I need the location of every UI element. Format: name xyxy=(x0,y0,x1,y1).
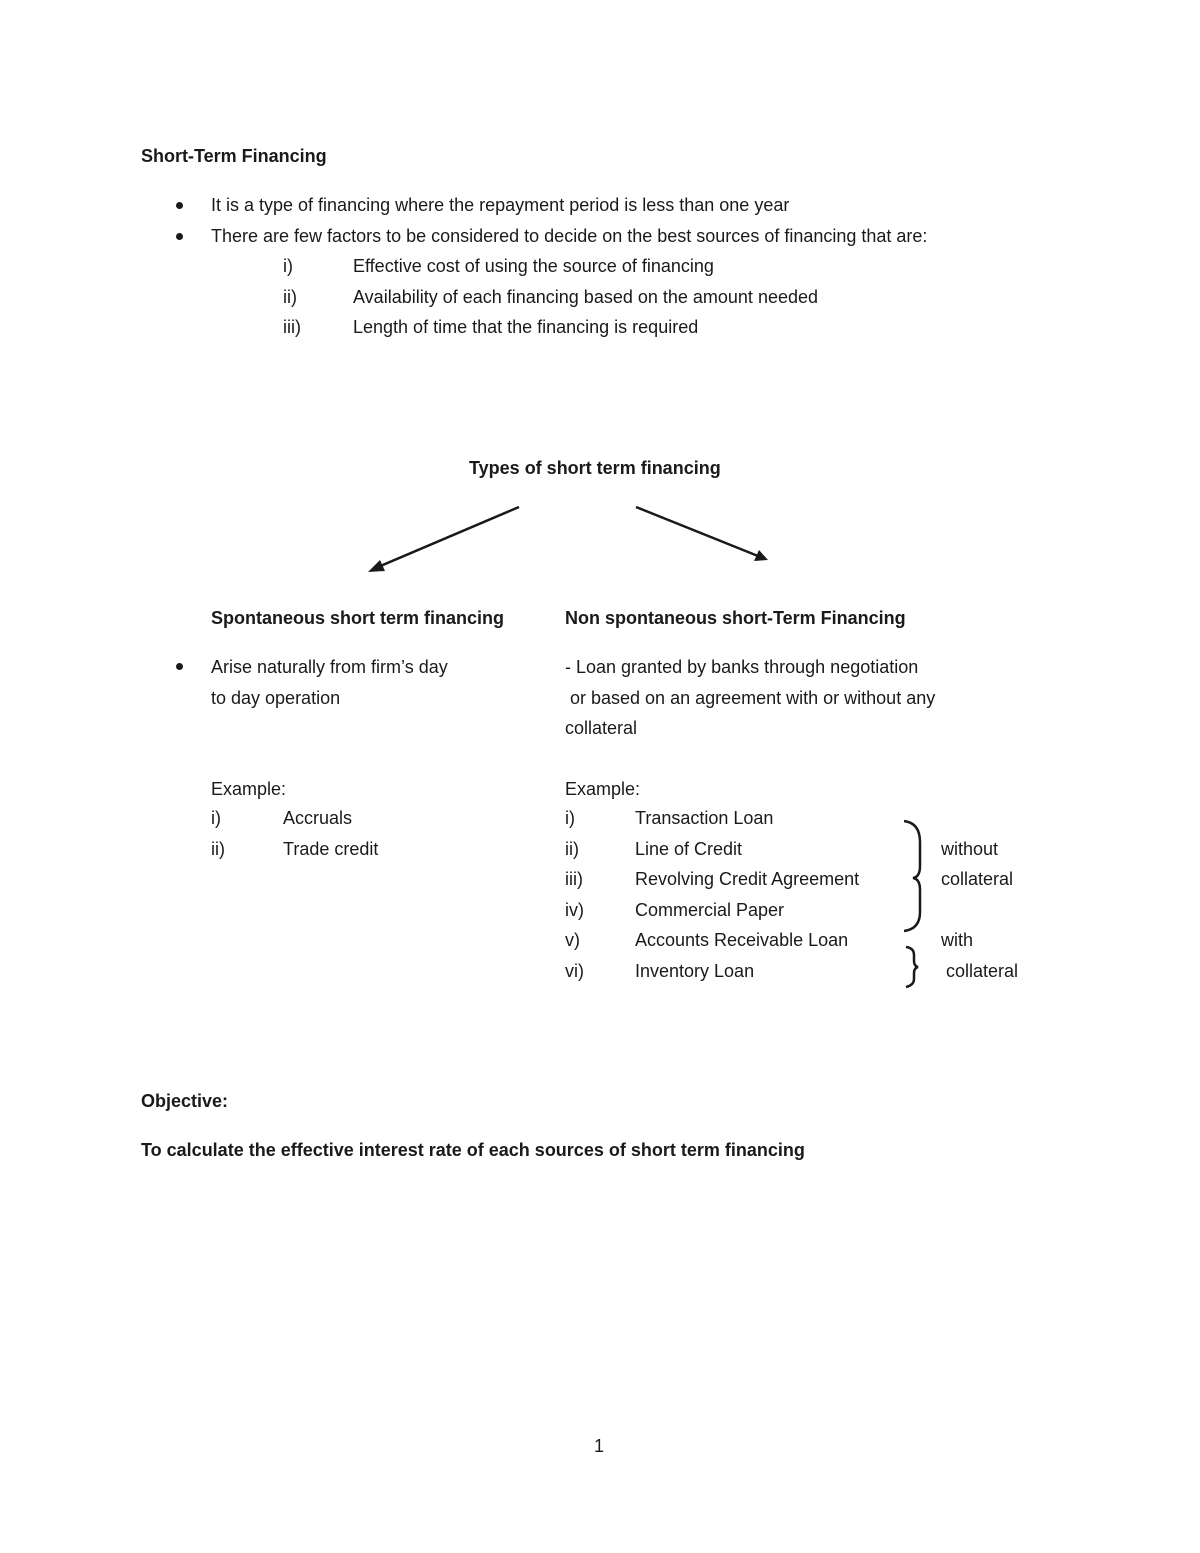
spontaneous-title: Spontaneous short term financing xyxy=(211,608,505,628)
factor-text: Availability of each financing based on the amount needed xyxy=(353,287,819,307)
factor-text: Length of time that the financing is required xyxy=(353,317,699,337)
objective-label: Objective: xyxy=(141,1091,229,1111)
spontaneous-example-label: Example: xyxy=(211,779,287,799)
page-heading: Short-Term Financing xyxy=(141,146,327,166)
example-number: iv) xyxy=(565,900,584,920)
arrow-left-icon xyxy=(368,507,519,572)
example-text: Line of Credit xyxy=(635,839,743,859)
example-number: iii) xyxy=(565,869,583,889)
example-number: ii) xyxy=(565,839,579,859)
factor-number: i) xyxy=(283,256,293,276)
non-spontaneous-title: Non spontaneous short-Term Financing xyxy=(565,608,906,628)
spontaneous-desc-1: Arise naturally from firm’s day xyxy=(211,657,448,677)
page-number: 1 xyxy=(594,1436,605,1456)
example-text: Trade credit xyxy=(283,839,379,859)
example-text: Commercial Paper xyxy=(635,900,785,920)
example-number: vi) xyxy=(565,961,584,981)
spontaneous-desc-2: to day operation xyxy=(211,688,341,708)
example-text: Accounts Receivable Loan xyxy=(635,930,849,950)
arrow-right-icon xyxy=(636,507,768,561)
example-number: i) xyxy=(565,808,575,828)
non-spontaneous-desc-2: or based on an agreement with or without any xyxy=(570,688,936,708)
with-collateral-label-1: with xyxy=(941,930,974,950)
factor-text: Effective cost of using the source of financing xyxy=(353,256,714,276)
without-collateral-label-1: without xyxy=(941,839,999,859)
objective-text: To calculate the effective interest rate of each sources of short term financing xyxy=(141,1140,805,1160)
brace-with-collateral-icon xyxy=(906,947,918,987)
example-number: i) xyxy=(211,808,221,828)
with-collateral-label-2: collateral xyxy=(946,961,1019,981)
example-text: Revolving Credit Agreement xyxy=(635,869,860,889)
intro-bullet-2: There are few factors to be considered to decide on the best sources of financing that are: xyxy=(211,226,928,246)
without-collateral-label-2: collateral xyxy=(941,869,1014,889)
bullet-icon xyxy=(176,663,183,670)
types-title: Types of short term financing xyxy=(469,458,721,478)
example-number: ii) xyxy=(211,839,225,859)
example-text: Accruals xyxy=(283,808,353,828)
non-spontaneous-example-label: Example: xyxy=(565,779,641,799)
brace-without-collateral-icon xyxy=(904,821,920,931)
example-text: Inventory Loan xyxy=(635,961,755,981)
example-text: Transaction Loan xyxy=(635,808,774,828)
non-spontaneous-desc-1: - Loan granted by banks through negotiation xyxy=(565,657,919,677)
non-spontaneous-desc-3: collateral xyxy=(565,718,638,738)
intro-bullet-1: It is a type of financing where the repayment period is less than one year xyxy=(211,195,790,215)
factor-number: ii) xyxy=(283,287,297,307)
example-number: v) xyxy=(565,930,580,950)
factor-number: iii) xyxy=(283,317,301,337)
